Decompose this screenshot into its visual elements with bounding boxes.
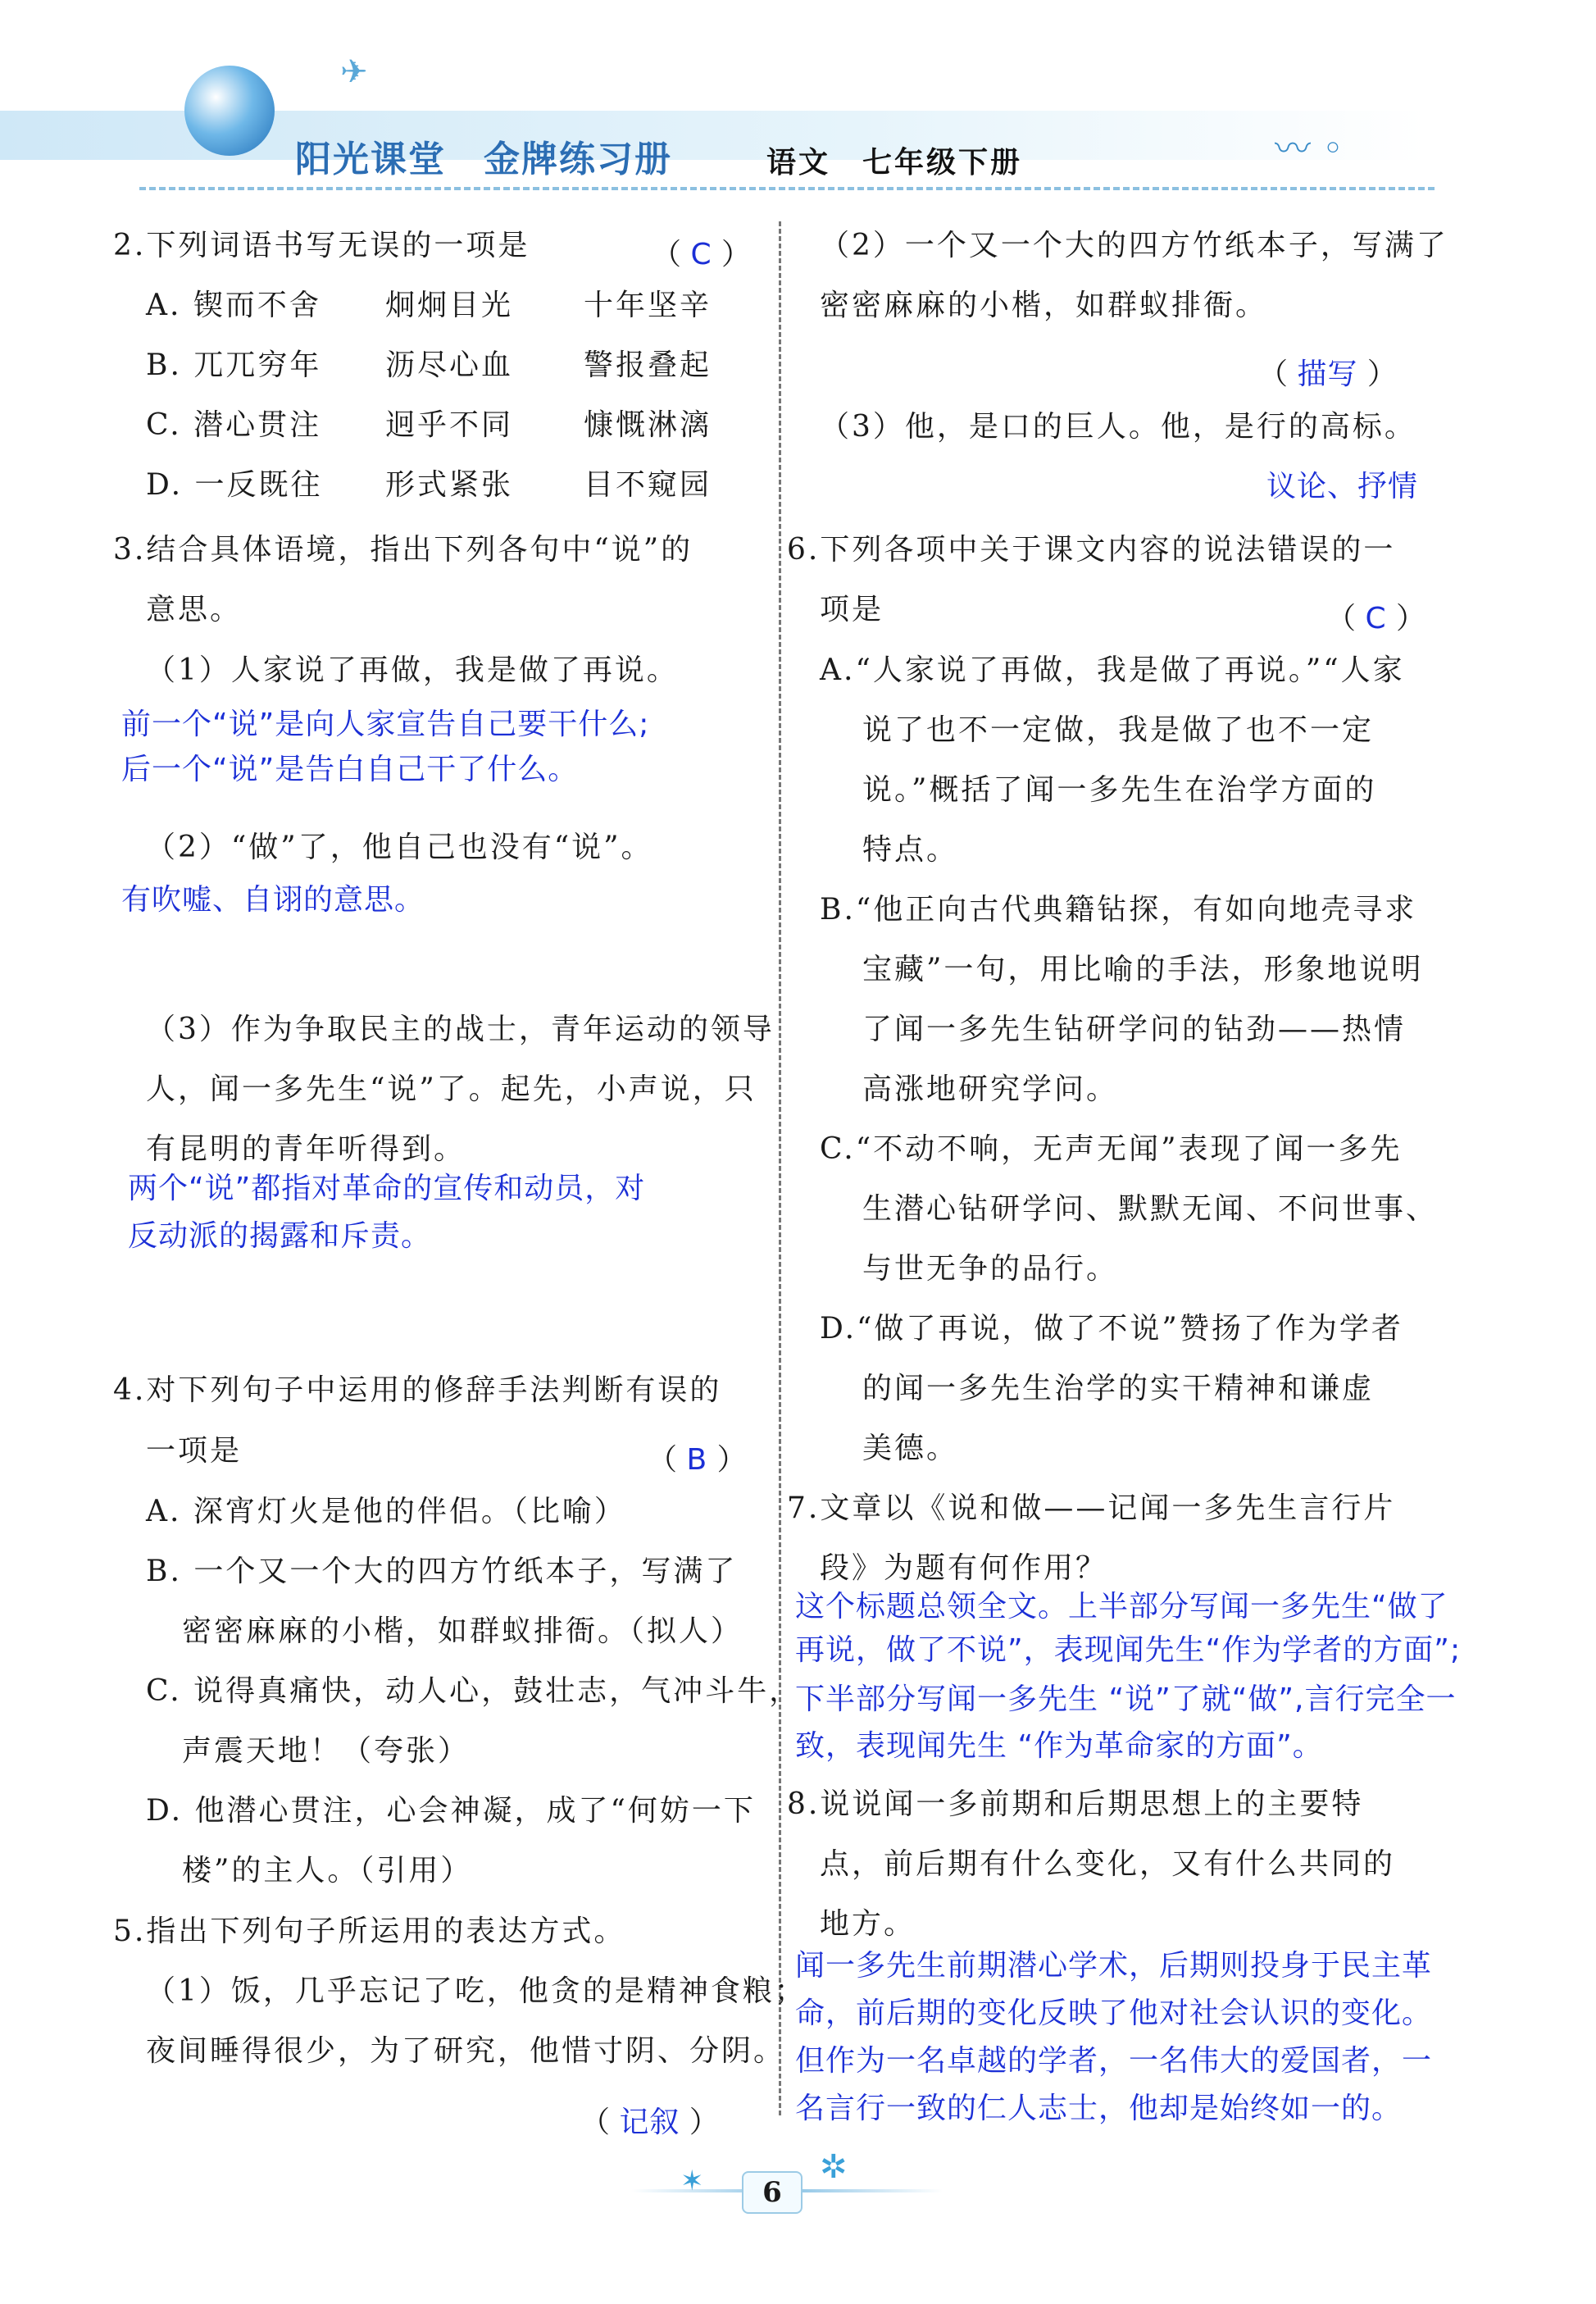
- globe-icon: [184, 66, 275, 156]
- q6-answer: C: [1365, 602, 1387, 635]
- q7-stem-2: 段》为题有何作用？: [820, 1551, 1108, 1585]
- q3-stem-1: 3.结合具体语境，指出下列各句中“说”的: [113, 533, 693, 567]
- q5-answer-2: 描写: [1297, 357, 1358, 391]
- q6-line: 了闻一多先生钻研学问的钻劲——热情: [862, 1013, 1407, 1046]
- palm-tree-icon: ✲: [820, 2148, 848, 2186]
- q5-answer-3: 议论、抒情: [1266, 470, 1419, 503]
- q8-stem-1: 8.说说闻一多前期和后期思想上的主要特: [787, 1787, 1364, 1821]
- q7-stem-1: 7.文章以《说和做——记闻一多先生言行片: [787, 1491, 1396, 1525]
- page-header: [0, 49, 1596, 197]
- q6-line: 特点。: [862, 833, 959, 867]
- q5-sentence-1b: 夜间睡得很少，为了研究，他惜寸阴、分阴。: [146, 2034, 786, 2068]
- q3-sentence-3c: 有昆明的青年听得到。: [146, 1132, 466, 1166]
- q4-option-c-1: C. 说得真痛快，动人心，鼓壮志，气冲斗牛，: [146, 1674, 802, 1708]
- q2-answer-paren: （ C ）: [652, 238, 752, 271]
- q3-sentence-1: （1）人家说了再做，我是做了再说。: [146, 653, 679, 687]
- paper-plane-icon: ✈: [340, 53, 368, 91]
- q4-option-c-2: 声震天地！（夸张）: [182, 1734, 471, 1768]
- q4-option-b-2: 密密麻麻的小楷，如群蚁排衙。（拟人）: [182, 1614, 743, 1648]
- q3-sentence-3a: （3）作为争取民主的战士，青年运动的领导: [146, 1013, 775, 1046]
- q8-stem-2: 点，前后期有什么变化，又有什么共同的: [820, 1847, 1396, 1881]
- q6-line: 与世无争的品行。: [862, 1252, 1119, 1286]
- q2-option-a-2: 炯炯目光: [385, 289, 514, 322]
- birds-icon: 〰 ◦: [1275, 128, 1344, 170]
- header-divider: [139, 187, 1435, 190]
- q6-line: 的闻一多先生治学的实干精神和谦虚: [862, 1372, 1375, 1405]
- q2-option-d-3: 目不窥园: [584, 468, 712, 502]
- page-number: 6: [742, 2171, 803, 2214]
- q2-option-b-2: 沥尽心血: [385, 348, 514, 382]
- q3-answer-2: 有吹嘘、自诩的意思。: [121, 883, 425, 917]
- q4-answer-paren: （ B ）: [648, 1443, 747, 1477]
- q6-line: 美德。: [862, 1432, 959, 1465]
- q3-answer-3a: 两个“说”都指对革命的宣传和动员，对: [128, 1172, 646, 1205]
- q2-stem: 2.下列词语书写无误的一项是: [113, 229, 530, 262]
- q2-option-d-1: D. 一反既往: [146, 468, 323, 502]
- q5-answer-1: 记叙: [619, 2106, 680, 2139]
- q5-answer-1-paren: （ 记叙 ）: [580, 2106, 719, 2139]
- q6-line: 说了也不一定做，我是做了也不一定: [862, 713, 1375, 747]
- q7-answer-line: 再说，做了不说”，表现闻先生“作为学者的方面”;: [795, 1633, 1462, 1667]
- q8-answer-line: 但作为一名卓越的学者，一名伟大的爱国者，一: [795, 2044, 1433, 2078]
- q6-answer-paren: （ C ）: [1326, 602, 1426, 635]
- q2-answer: C: [690, 238, 712, 271]
- q4-option-a: A. 深宵灯火是他的伴侣。（比喻）: [146, 1495, 626, 1528]
- q5-stem: 5.指出下列句子所运用的表达方式。: [113, 1915, 626, 1948]
- q3-answer-1b: 后一个“说”是告白自己干了什么。: [121, 753, 579, 786]
- q5-answer-2-paren: （ 描写 ）: [1258, 357, 1397, 391]
- q2-option-d-2: 形式紧张: [385, 468, 514, 502]
- q8-stem-3: 地方。: [820, 1907, 916, 1941]
- q2-option-b-1: B. 兀兀穷年: [146, 348, 322, 382]
- q5-sentence-3: （3）他，是口的巨人。他，是行的高标。: [820, 410, 1416, 444]
- starfish-icon: ✶: [680, 2165, 704, 2197]
- q3-stem-2: 意思。: [146, 593, 243, 626]
- q6-line: 生潜心钻研学问、默默无闻、不问世事、: [862, 1192, 1439, 1226]
- q6-stem-2: 项是: [820, 593, 884, 626]
- q2-option-c-1: C. 潜心贯注: [146, 408, 322, 442]
- q3-answer-3b: 反动派的揭露和斥责。: [128, 1219, 432, 1253]
- q6-line: 说。”概括了闻一多先生在治学方面的: [862, 773, 1377, 807]
- column-divider: [779, 221, 781, 2115]
- q3-sentence-3b: 人，闻一多先生“说”了。起先，小声说，只: [146, 1072, 757, 1106]
- q8-answer-line: 命，前后期的变化反映了他对社会认识的变化。: [795, 1997, 1433, 2030]
- q7-answer-line: 这个标题总领全文。上半部分写闻一多先生“做了: [795, 1590, 1448, 1623]
- q4-option-b-1: B. 一个又一个大的四方竹纸本子，写满了: [146, 1555, 738, 1588]
- series-title: 阳光课堂 金牌练习册: [295, 139, 672, 180]
- q2-option-c-2: 迥乎不同: [385, 408, 514, 442]
- q6-line: C.“不动不响，无声无闻”表现了闻一多先: [820, 1132, 1403, 1166]
- q6-line: A.“人家说了再做，我是做了再说。”“人家: [820, 653, 1405, 687]
- q4-option-d-2: 楼”的主人。（引用）: [182, 1854, 473, 1887]
- q4-stem-1: 4.对下列句子中运用的修辞手法判断有误的: [113, 1373, 722, 1407]
- q4-answer: B: [686, 1443, 708, 1477]
- q4-option-d-1: D. 他潜心贯注，心会神凝，成了“何妨一下: [146, 1794, 756, 1828]
- q2-option-a-3: 十年坚辛: [584, 289, 712, 322]
- subject-grade: 语文 七年级下册: [766, 146, 1023, 180]
- q6-stem-1: 6.下列各项中关于课文内容的说法错误的一: [787, 533, 1396, 567]
- q2-option-a-1: A. 锲而不舍: [146, 289, 321, 322]
- q6-line: B.“他正向古代典籍钻探，有如向地壳寻求: [820, 893, 1417, 927]
- q6-line: D.“做了再说，做了不说”赞扬了作为学者: [820, 1312, 1403, 1346]
- q5-sentence-2b: 密密麻麻的小楷，如群蚁排衙。: [820, 289, 1268, 322]
- q5-sentence-1a: （1）饭，几乎忘记了吃，他贪的是精神食粮；: [146, 1974, 807, 2008]
- q2-option-c-3: 慷慨淋漓: [584, 408, 712, 442]
- q3-answer-1a: 前一个“说”是向人家宣告自己要干什么;: [121, 708, 650, 741]
- q2-option-b-3: 警报叠起: [584, 348, 712, 382]
- q6-line: 高涨地研究学问。: [862, 1072, 1119, 1106]
- q7-answer-line: 下半部分写闻一多先生 “说”了就“做”,言行完全一: [795, 1682, 1457, 1716]
- q3-sentence-2: （2）“做”了，他自己也没有“说”。: [146, 831, 653, 864]
- q7-answer-line: 致，表现闻先生 “作为革命家的方面”。: [795, 1729, 1323, 1763]
- q6-line: 宝藏”一句，用比喻的手法，形象地说明: [862, 953, 1424, 986]
- q8-answer-line: 名言行一致的仁人志士，他却是始终如一的。: [795, 2092, 1403, 2125]
- q8-answer-line: 闻一多先生前期潜心学术，后期则投身于民主革: [795, 1949, 1433, 1983]
- q5-sentence-2a: （2）一个又一个大的四方竹纸本子，写满了: [820, 229, 1448, 262]
- q4-stem-2: 一项是: [146, 1434, 243, 1468]
